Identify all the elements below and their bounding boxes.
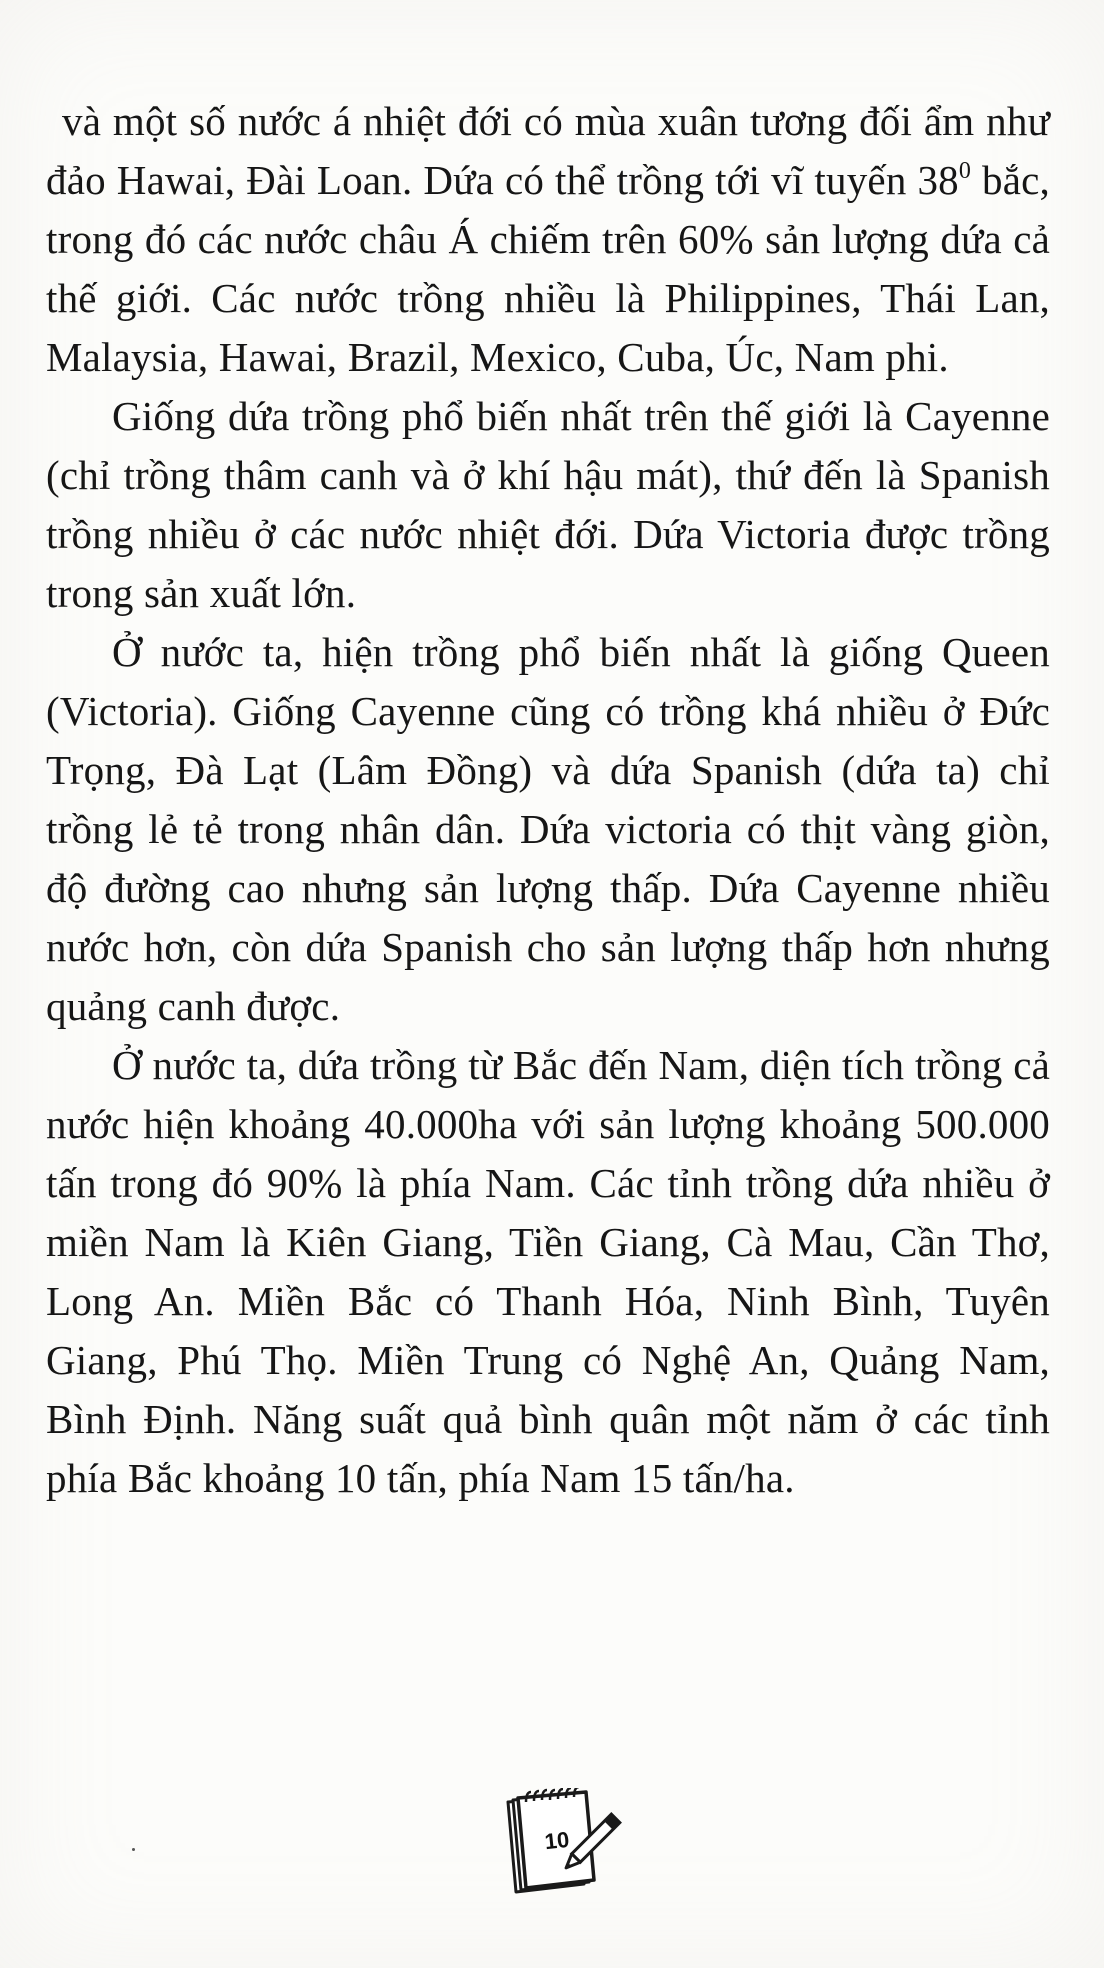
- paragraph-2: Giống dứa trồng phổ biến nhất trên thế giới là Cayenne (chỉ trồng thâm canh và ở khí hậu mát), thứ đến là Spanish trồng nhiều ở các nước nhiệt đới. Dứa Victoria được trồng trong sản xuất lớn.: [46, 393, 1050, 616]
- paragraph-4: Ở nước ta, dứa trồng từ Bắc đến Nam, diện tích trồng cả nước hiện khoảng 40.000ha với sản lượng khoảng 500.000 tấn trong đó 90% là phía Nam. Các tỉnh trồng dứa nhiều ở miền Nam là Kiên Giang, Tiền Giang, Cà Mau, Cần Thơ, Long An. Miền Bắc có Thanh Hóa, Ninh Bình, Tuyên Giang, Phú Thọ. Miền Trung có Nghệ An, Quảng Nam, Bình Định. Năng suất quả bình quân một năm ở các tỉnh phía Bắc khoảng 10 tấn, phía Nam 15 tấn/ha.: [46, 1042, 1050, 1501]
- paragraph-1: [46, 92, 1050, 387]
- paragraph-3: Ở nước ta, hiện trồng phổ biến nhất là giống Queen (Victoria). Giống Cayenne cũng có trồng khá nhiều ở Đức Trọng, Đà Lạt (Lâm Đồng) và dứa Spanish (dứa ta) chỉ trồng lẻ tẻ trong nhân dân. Dứa victoria có thịt vàng giòn, độ đường cao nhưng sản lượng thấp. Dứa Cayenne nhiều nước hơn, còn dứa Spanish cho sản lượng thấp hơn nhưng quảng canh được.: [46, 629, 1050, 1029]
- body-text: [46, 92, 1050, 1508]
- page-footer: [500, 1788, 630, 1898]
- paragraph-1-text: [46, 98, 1050, 380]
- page-number: 10: [543, 1826, 571, 1855]
- paragraph-1-part-1: và một số nước á nhiệt đới có mùa xuân tương đối ẩm như đảo Hawai, Đài Loan. Dứa có thể trồng tới vĩ tuyến 38: [46, 98, 1050, 203]
- paragraph-1-part-2: bắc, trong đó các nước châu Á chiếm trên 60% sản lượng dứa cả thế giới. Các nước trồng nhiều là Philippines, Thái Lan, Malaysia, Hawai, Brazil, Mexico, Cuba, Úc, Nam phi.: [46, 157, 1050, 380]
- degree-superscript: 0: [958, 158, 972, 184]
- print-speck: [132, 1848, 135, 1851]
